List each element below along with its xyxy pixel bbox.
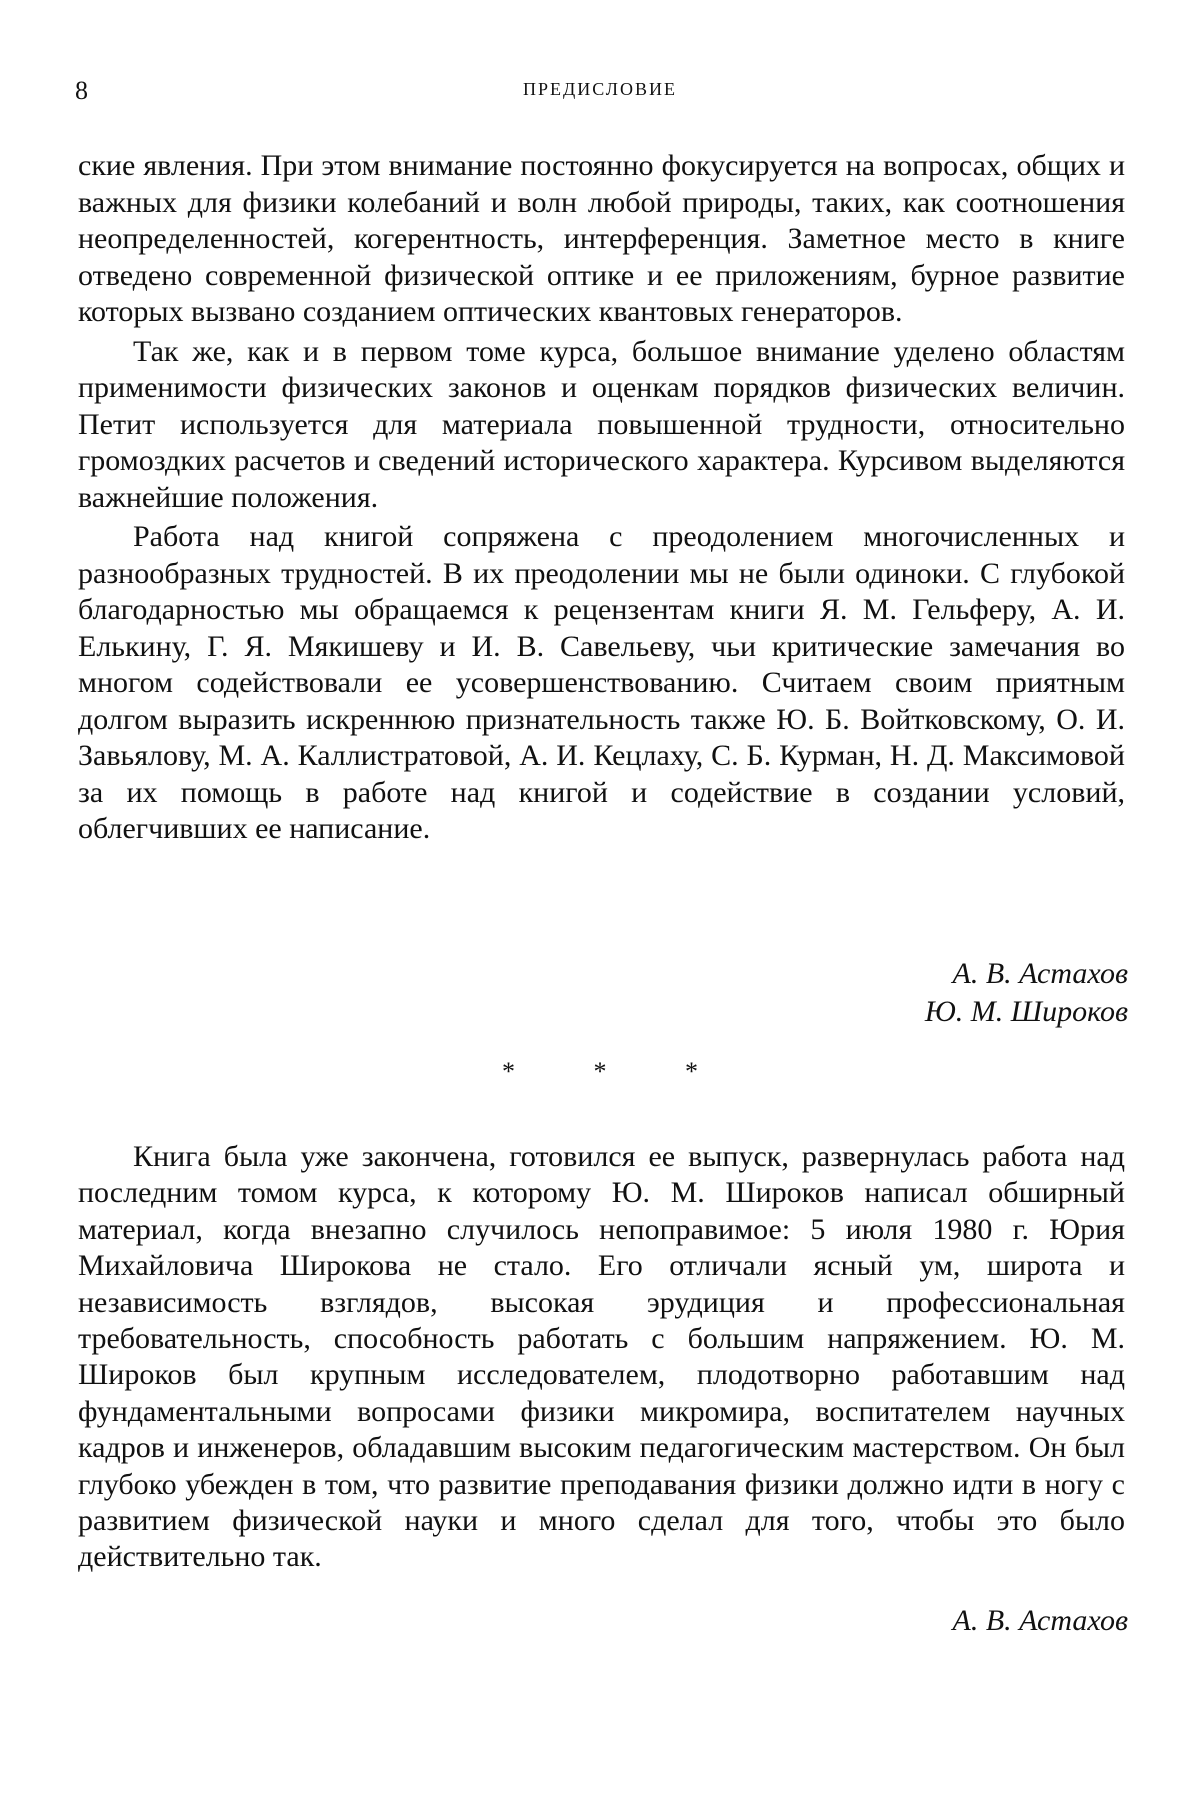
signature-shirokov: Ю. М. Широков [925,993,1128,1031]
preface-paragraph-1: ские явления. При этом внимание постоянно фокусируется на вопросах, общих и важных для физики колебаний и волн любой природы, таких, как соотношения неопределенностей, когерентность, интерференция. Заметное место в книге отведено современной физической оптике и ее приложениям, бурное развитие которых вызвано созданием оптических квантовых генераторов. [78,148,1125,331]
preface-paragraph-3: Работа над книгой сопряжена с преодолением многочисленных и разнообразных трудностей. В их преодолении мы не были одиноки. С глубокой благодарностью мы обращаемся к рецензентам книги Я. М. Гельферу, А. И. Елькину, Г. Я. Мякишеву и И. В. Савельеву, чьи критические замечания во многом содействовали ее усовершенствованию. Считаем своим приятным долгом выразить искреннюю признательность также Ю. Б. Войтковскому, О. И. Завьялову, М. А. Каллистратовой, А. И. Кецлаху, С. Б. Курман, Н. Д. Максимовой за их помощь в работе над книгой и содействие в создании условий, облегчивших ее написание. [78,519,1125,848]
memorial-text [78,1139,1125,1576]
running-title: ПРЕДИСЛОВИЕ [0,80,1200,98]
preface-paragraph-2: Так же, как и в первом томе курса, большое внимание уделено областям применимости физических законов и оценкам порядков физических величин. Петит используется для материала повышенной трудности, относительно громоздких расчетов и сведений исторического характера. Курсивом выделяются важнейшие положения. [78,334,1125,517]
memorial-paragraph: Книга была уже закончена, готовился ее выпуск, развернулась работа над последним томом курса, к которому Ю. М. Широков написал обширный материал, когда внезапно случилось непоправимое: 5 июля 1980 г. Юрия Михайловича Широкова не стало. Его отличали ясный ум, широта и независимость взглядов, высокая эрудиция и профессиональная требовательность, способность работать с большим напряжением. Ю. М. Широков был крупным исследователем, плодотворно работавшим над фундаментальными вопросами физики микромира, воспитателем научных кадров и инженеров, обладавшим высоким педагогическим мастерством. Он был глубоко убежден в том, что развитие преподавания физики должно идти в ногу с развитием физической науки и много сделал для того, чтобы это было действительно так. [78,1139,1125,1576]
section-separator: * * * [0,1059,1200,1085]
memorial-signature: А. В. Астахов [953,1602,1128,1640]
book-page [0,0,1200,1817]
preface-signatures [925,955,1128,1031]
page-number: 8 [75,78,88,104]
signature-astakhov: А. В. Астахов [925,955,1128,993]
preface-body [78,148,1125,851]
